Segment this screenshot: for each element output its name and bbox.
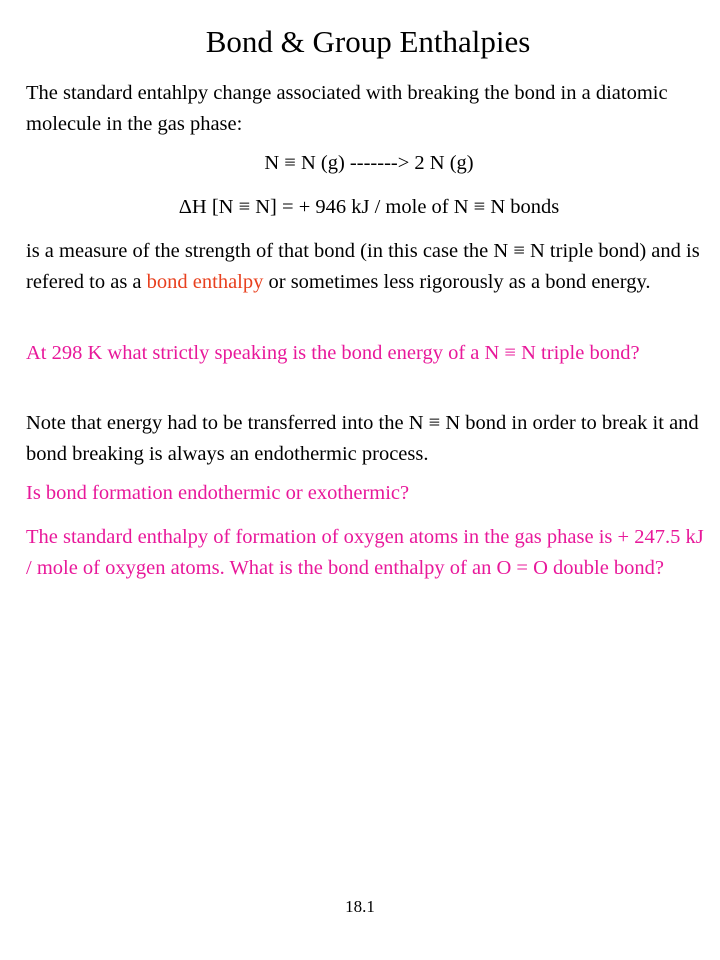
- bond-enthalpy-text-before: is a measure of the strength of that bond (in this case the N ≡ N triple bond) and is refered to as a: [26, 240, 700, 293]
- page-number: 18.1: [345, 897, 375, 916]
- page-title: Bond & Group Enthalpies: [205, 24, 531, 59]
- intro-paragraph: The standard entahlpy change associated with breaking the bond in a diatomic molecule in the gas phase:: [26, 82, 668, 135]
- endothermic-note-paragraph: Note that energy had to be transferred into the N ≡ N bond in order to break it and bond breaking is always an endothermic process.: [26, 412, 699, 465]
- question-oxygen-bond-enthalpy: The standard enthalpy of formation of oxygen atoms in the gas phase is + 247.5 kJ / mole of oxygen atoms. What is the bond enthalpy of an O = O double bond?: [26, 526, 704, 579]
- dissociation-equation: N ≡ N (g) -------> 2 N (g): [264, 152, 474, 174]
- bond-enthalpy-text-after: or sometimes less rigorously as a bond energy.: [263, 271, 651, 293]
- bond-enthalpy-term: bond enthalpy: [146, 271, 264, 293]
- question-bond-formation: Is bond formation endothermic or exothermic?: [26, 482, 410, 504]
- enthalpy-equation: ΔH [N ≡ N] = + 946 kJ / mole of N ≡ N bonds: [178, 196, 560, 218]
- bond-enthalpy-paragraph: [26, 236, 706, 298]
- question-bond-energy-298k: At 298 K what strictly speaking is the bond energy of a N ≡ N triple bond?: [26, 342, 640, 364]
